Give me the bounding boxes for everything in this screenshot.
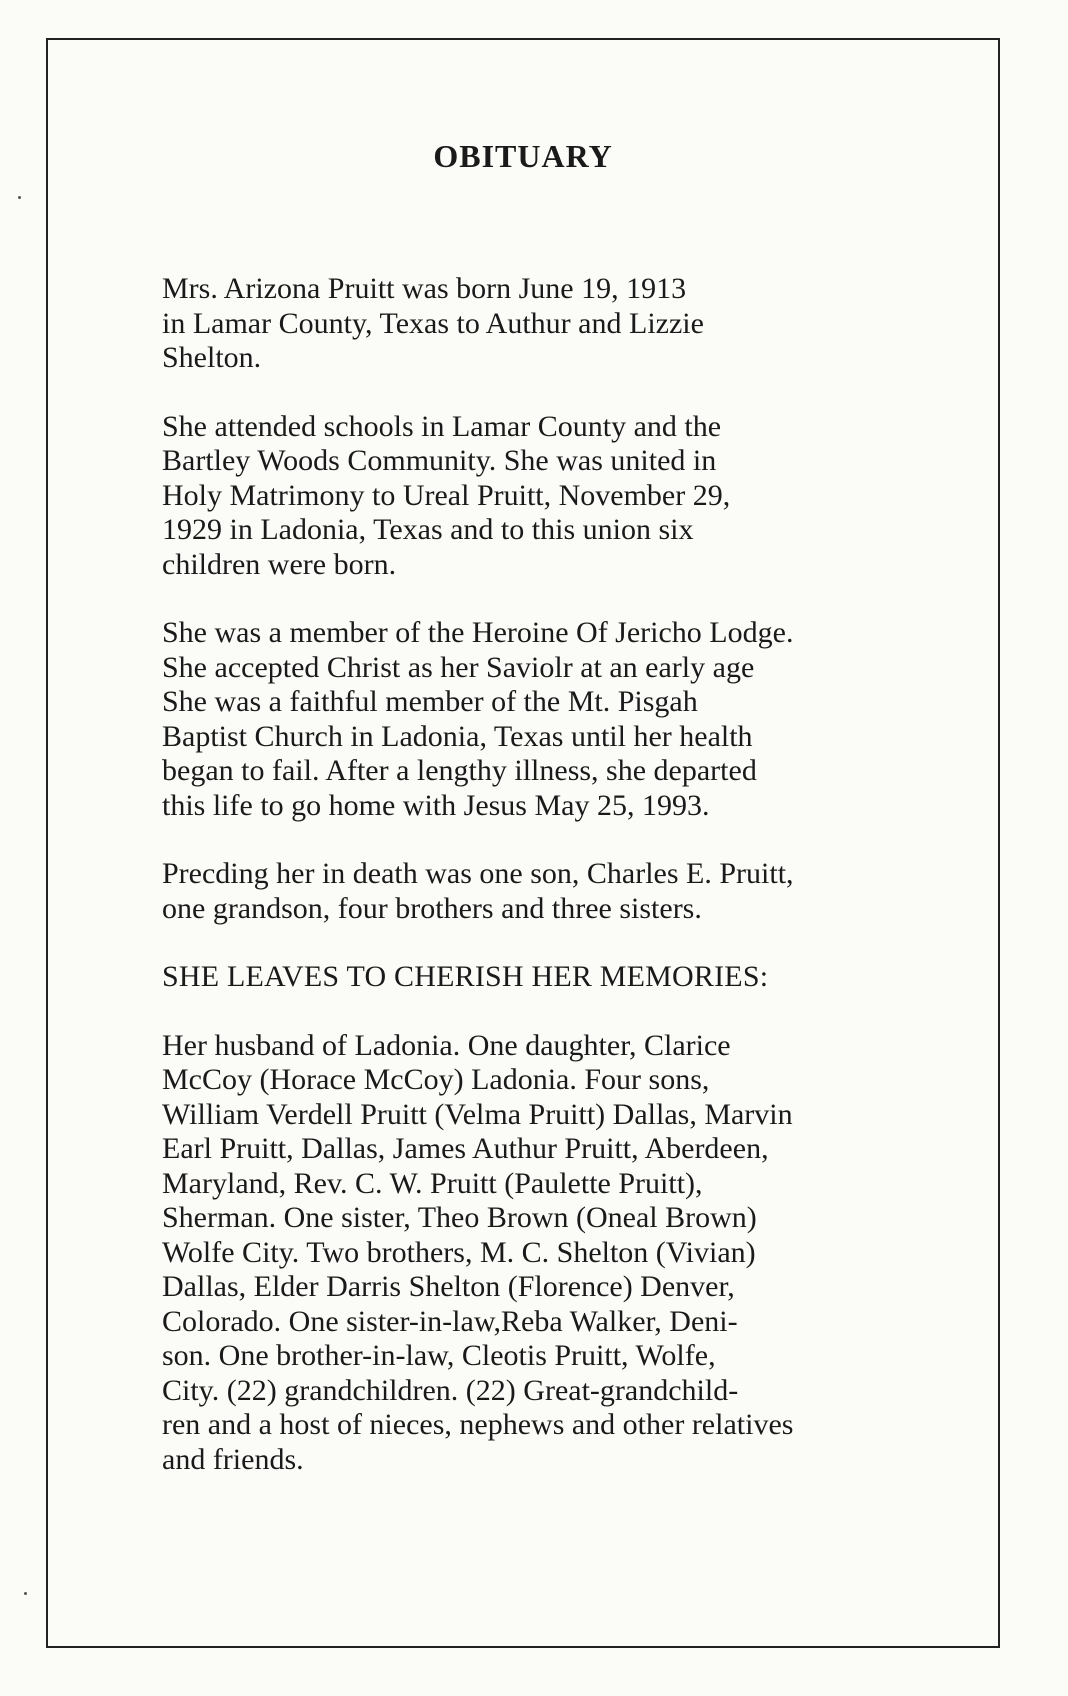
paragraph-faith-passing [162,616,952,823]
obituary-frame [46,38,1000,1648]
text-line: Baptist Church in Ladonia, Texas until her health [162,719,753,753]
text-line: Bartley Woods Community. She was united in [162,444,717,477]
text-line: Wolfe City. Two brothers, M. C. Shelton (Vivian) [162,1235,756,1269]
text-line: Dallas, Elder Darris Shelton (Florence) Denver, [162,1270,735,1303]
text-line: Her husband of Ladonia. One daughter, Clarice [162,1028,731,1062]
text-line: son. One brother-in-law, Cleotis Pruitt, Wolfe, [162,1339,716,1372]
text-line: Sherman. One sister, Theo Brown (Oneal Brown) [162,1201,757,1234]
text-line: William Verdell Pruitt (Velma Pruitt) Dallas, Marvin [162,1097,793,1131]
paragraph-birth [162,272,952,376]
text-line: Shelton. [162,341,262,374]
text-line: children were born. [162,547,397,581]
text-line: She accepted Christ as her Saviolr at an early age [162,650,755,684]
survivors-heading: SHE LEAVES TO CHERISH HER MEMORIES: [162,960,769,993]
dust-speck [18,196,21,199]
text-line: ren and a host of nieces, nephews and other relatives [162,1408,794,1441]
text-line: Holy Matrimony to Ureal Pruitt, November 29, [162,478,731,512]
text-line: 1929 in Ladonia, Texas and to this union six [162,513,694,546]
text-line: began to fail. After a lengthy illness, she departed [162,754,757,787]
text-line: She was a member of the Heroine Of Jericho Lodge. [162,616,794,649]
dust-speck [24,1592,27,1595]
paragraph-education-marriage [162,410,952,583]
text-line: one grandson, four brothers and three sisters. [162,891,702,925]
obituary-body [162,272,952,1511]
text-line: Earl Pruitt, Dallas, James Authur Pruitt, Aberdeen, [162,1132,769,1165]
text-line: in Lamar County, Texas to Authur and Lizzie [162,306,704,340]
text-line: McCoy (Horace McCoy) Ladonia. Four sons, [162,1063,710,1096]
text-line: Mrs. Arizona Pruitt was born June 19, 1913 [162,272,687,305]
text-line: Colorado. One sister-in-law,Reba Walker, Deni- [162,1304,738,1338]
paragraph-survivors [162,1029,952,1478]
text-line: Precding her in death was one son, Charles E. Pruitt, [162,857,794,890]
text-line: She was a faithful member of the Mt. Pisgah [162,685,698,718]
text-line: City. (22) grandchildren. (22) Great-grandchild- [162,1373,739,1407]
text-line: Maryland, Rev. C. W. Pruitt (Paulette Pruitt), [162,1166,703,1200]
page-title: OBITUARY [433,138,613,174]
text-line: She attended schools in Lamar County and the [162,409,722,443]
paragraph-preceded [162,857,952,926]
text-line: this life to go home with Jesus May 25, 1993. [162,788,710,822]
text-line: and friends. [162,1442,304,1476]
